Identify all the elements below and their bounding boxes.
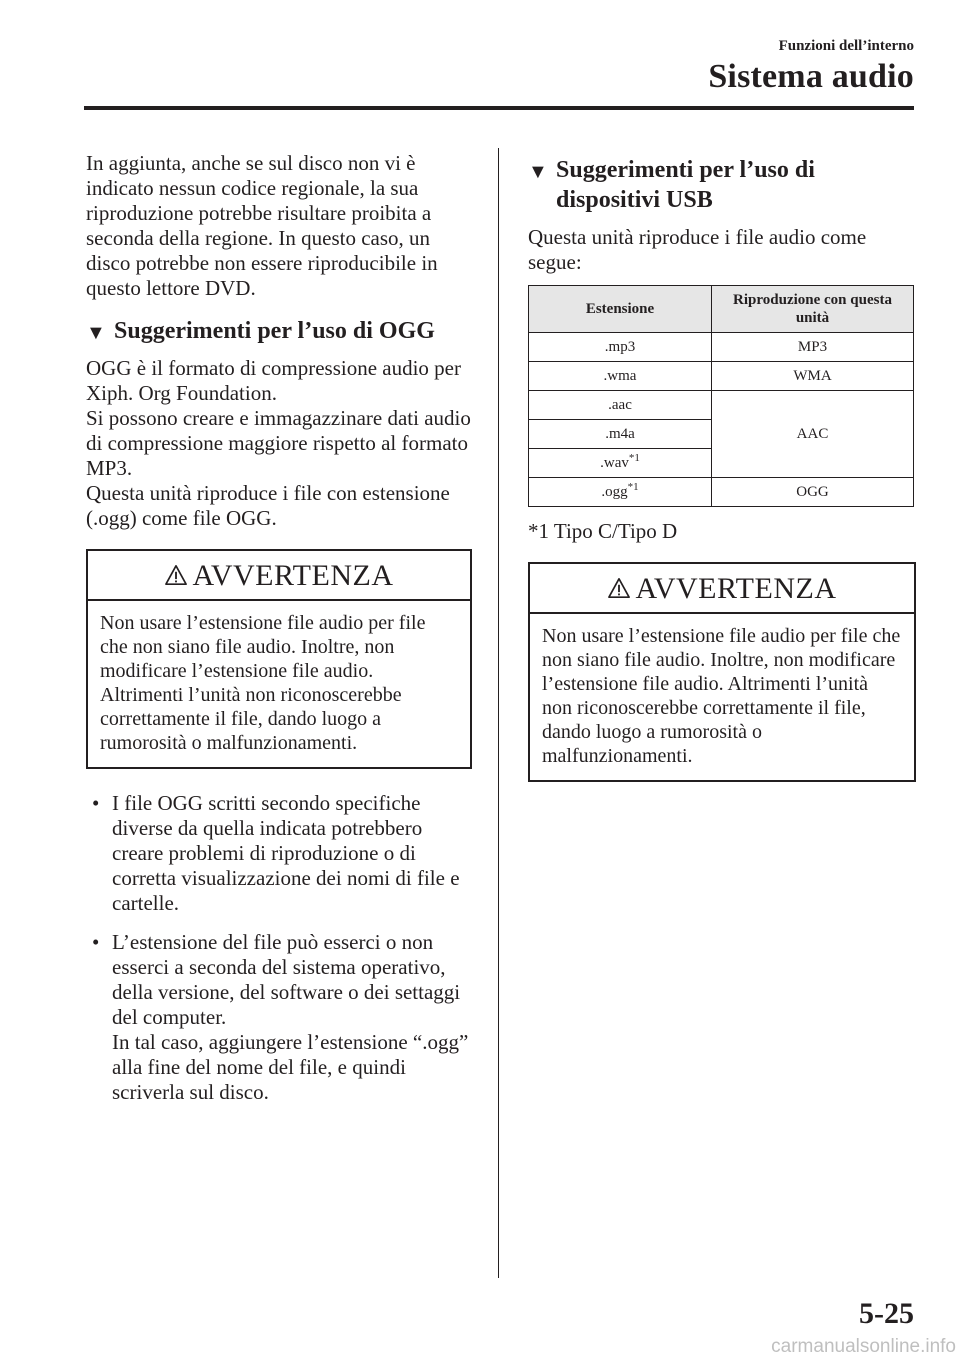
warning-header xyxy=(530,564,914,614)
usb-heading xyxy=(528,155,916,215)
table-row xyxy=(529,478,914,507)
header-title: Sistema audio xyxy=(708,58,914,95)
ogg-paragraph-2: Si possono creare e immagazzinare dati audio di compressione maggiore rispetto al formato MP3. xyxy=(86,406,471,480)
right-column xyxy=(528,155,916,782)
triangle-down-icon: ▼ xyxy=(86,322,106,344)
triangle-down-icon: ▼ xyxy=(528,161,548,183)
ogg-paragraph-1: OGG è il formato di compressione audio per Xiph. Org Foundation. xyxy=(86,356,461,405)
header-section: Funzioni dell’interno xyxy=(778,38,914,54)
table-cell-extension: .mp3 xyxy=(529,333,712,362)
bullet-dot-icon: • xyxy=(92,930,100,954)
warning-box xyxy=(528,562,916,782)
ogg-paragraph-3: Questa unità riproduce i file con estensione (.ogg) come file OGG. xyxy=(86,481,450,530)
table-cell-extension: .aac xyxy=(529,391,712,420)
usb-heading-text: Suggerimenti per l’uso di dispositivi USB xyxy=(556,157,815,213)
warning-body: Non usare l’estensione file audio per file che non siano file audio. Inoltre, non modificare l’estensione file audio. Altrimenti l’unità non riconoscerebbe correttamente il file, dando luogo a rumorosità o malfunzionamenti. xyxy=(100,612,426,754)
warning-title: AVVERTENZA xyxy=(192,558,394,592)
table-cell-playback: MP3 xyxy=(712,333,914,362)
left-column xyxy=(86,151,472,1119)
table-header-playback: Riproduzione con questa unità xyxy=(712,286,914,333)
ogg-heading xyxy=(86,317,472,346)
header-rule xyxy=(84,106,914,110)
watermark: carmanualsonline.info xyxy=(771,1336,956,1357)
table-row xyxy=(529,391,914,420)
table-cell-playback: WMA xyxy=(712,362,914,391)
table-header-row xyxy=(529,286,914,333)
ogg-heading-text: Suggerimenti per l’uso di OGG xyxy=(114,318,435,344)
warning-body: Non usare l’estensione file audio per file che non siano file audio. Inoltre, non modificare l’estensione file audio. Altrimenti l’unità non riconoscerebbe correttamente il file, dando luogo a rumorosità o malfunzionamenti. xyxy=(542,625,901,767)
warning-box xyxy=(86,549,472,769)
column-divider xyxy=(498,148,499,1278)
table-row xyxy=(529,333,914,362)
table-cell-extension: .ogg$^{*1}$ xyxy=(529,478,712,507)
warning-triangle-icon xyxy=(165,564,187,586)
table-row xyxy=(529,362,914,391)
table-cell-playback: AAC xyxy=(712,391,914,478)
warning-header xyxy=(88,551,470,601)
warning-triangle-icon xyxy=(608,577,630,599)
bullet-list xyxy=(86,791,472,1105)
page-number: 5-25 xyxy=(859,1297,914,1330)
list-item: • L’estensione del file può esserci o non esserci a seconda del sistema operativo, della versione, del software o dei settaggi del computer. In tal caso, aggiungere l’estensione “.ogg” alla fine del nome del file, e quindi scriverla sul disco. xyxy=(92,930,469,1104)
table-cell-extension: .wma xyxy=(529,362,712,391)
list-item: • I file OGG scritti secondo specifiche diverse da quella indicata potrebbero creare problemi di riproduzione o di corretta visualizzazione dei nomi di file e cartelle. xyxy=(92,791,460,915)
warning-title: AVVERTENZA xyxy=(635,571,837,605)
extension-table xyxy=(528,285,914,507)
usb-intro: Questa unità riproduce i file audio come segue: xyxy=(528,225,867,274)
table-cell-extension: .m4a xyxy=(529,420,712,449)
intro-paragraph: In aggiunta, anche se sul disco non vi è indicato nessun codice regionale, la sua riproduzione potrebbe risultare proibita a seconda della regione. In questo caso, un disco potrebbe non essere riproducibile in questo lettore DVD. xyxy=(86,151,438,300)
table-header-extension: Estensione xyxy=(529,286,712,333)
table-cell-extension: .wav$^{*1}$ xyxy=(529,449,712,478)
footnote: *1 Tipo C/Tipo D xyxy=(528,519,678,543)
bullet-dot-icon: • xyxy=(92,791,100,815)
table-cell-playback: OGG xyxy=(712,478,914,507)
